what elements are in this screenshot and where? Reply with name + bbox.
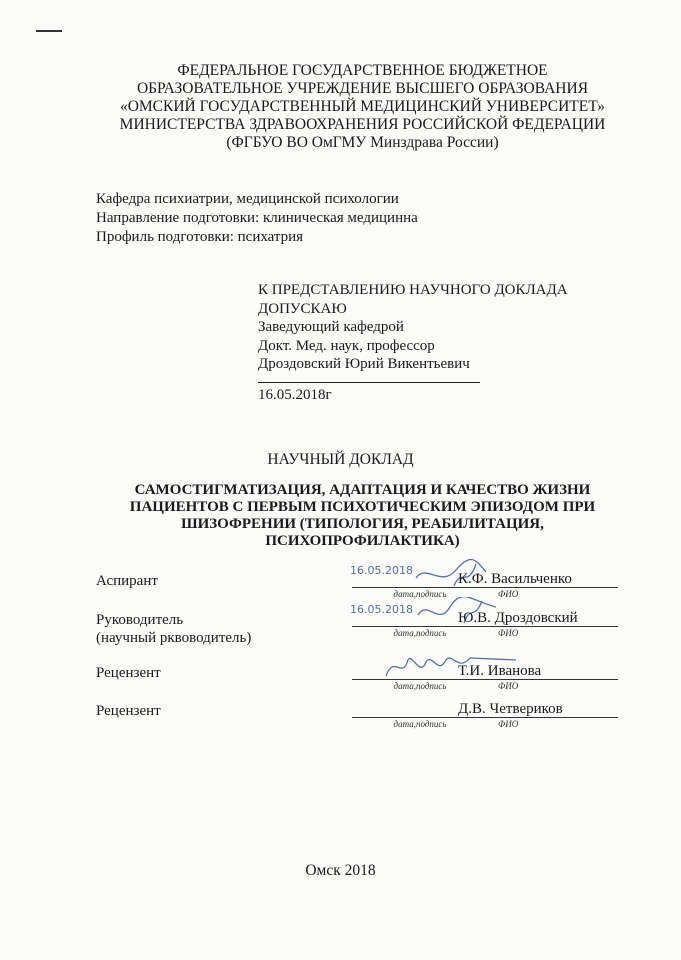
header-line: МИНИСТЕРСТВА ЗДРАВООХРАНЕНИЯ РОССИЙСКОЙ ФЕДЕРАЦИИ bbox=[119, 116, 606, 133]
report-type: НАУЧНЫЙ ДОКЛАД bbox=[267, 451, 414, 468]
report-title-line: САМОСТИГМАТИЗАЦИЯ, АДАПТАЦИЯ И КАЧЕСТВО ЖИЗНИ bbox=[134, 482, 591, 498]
approval-signature-line bbox=[258, 374, 480, 383]
header-line: «ОМСКИЙ ГОСУДАРСТВЕННЫЙ МЕДИЦИНСКИЙ УНИВЕРСИТЕТ» bbox=[119, 98, 606, 115]
date-signature-field: дата,подпись bbox=[352, 717, 472, 729]
role-label: Рецензент bbox=[96, 665, 161, 681]
scan-mark bbox=[36, 30, 62, 32]
report-title bbox=[90, 482, 635, 550]
handwritten-date: 16.05.2018 bbox=[350, 603, 413, 616]
signer-name: Д.В. Четвериков bbox=[458, 702, 618, 718]
approval-line: Дроздовский Юрий Викентьевич bbox=[258, 356, 470, 372]
signer-name: Ю.В. Дроздовский bbox=[458, 611, 618, 627]
department-block bbox=[96, 190, 418, 247]
kafedra-line: Кафедра психиатрии, медицинской психологии bbox=[96, 191, 399, 207]
role-label: Аспирант bbox=[96, 573, 158, 589]
header-line: (ФГБУО ВО ОмГМУ Минздрава России) bbox=[226, 134, 499, 151]
fio-caption: ФИО bbox=[498, 719, 519, 729]
profile-line: Профиль подготовки: психатрия bbox=[96, 229, 304, 245]
header-line: ФЕДЕРАЛЬНОЕ ГОСУДАРСТВЕННОЕ БЮДЖЕТНОЕ bbox=[177, 62, 548, 79]
report-title-line: ШИЗОФРЕНИИ (ТИПОЛОГИЯ, РЕАБИЛИТАЦИЯ, bbox=[181, 516, 544, 532]
signature-row-reviewer-2 bbox=[96, 702, 636, 742]
approval-line: Заведующий кафедрой bbox=[258, 319, 404, 335]
date-signature-field: дата,подпись bbox=[352, 587, 472, 599]
direction-line: Направление подготовки: клиническая медицинна bbox=[96, 210, 418, 226]
fio-caption: ФИО bbox=[498, 628, 519, 638]
signer-name: К.Ф. Васильченко bbox=[458, 572, 618, 588]
report-title-line: ПСИХОПРОФИЛАКТИКА) bbox=[265, 533, 460, 549]
approval-line: ДОПУСКАЮ bbox=[258, 300, 347, 317]
approval-line: К ПРЕДСТАВЛЕНИЮ НАУЧНОГО ДОКЛАДА bbox=[258, 282, 568, 298]
role-label: Рецензент bbox=[96, 703, 161, 719]
approval-block bbox=[258, 281, 568, 404]
role-label: Руководитель (научный рквоводитель) bbox=[96, 612, 252, 646]
header-line: ОБРАЗОВАТЕЛЬНОЕ УЧРЕЖДЕНИЕ ВЫСШЕГО ОБРАЗОВАНИЯ bbox=[136, 80, 589, 97]
fio-caption: ФИО bbox=[498, 681, 519, 691]
signer-name: Т.И. Иванова bbox=[458, 664, 618, 680]
fio-caption: ФИО bbox=[498, 589, 519, 599]
city-year: Омск 2018 bbox=[305, 862, 376, 879]
signature-row-reviewer-1 bbox=[96, 664, 636, 704]
report-title-line: ПАЦИЕНТОВ С ПЕРВЫМ ПСИХОТИЧЕСКИМ ЭПИЗОДОМ ПРИ bbox=[129, 499, 596, 515]
approval-line: Докт. Мед. наук, профессор bbox=[258, 337, 435, 354]
institution-header bbox=[90, 62, 635, 152]
handwritten-date: 16.05.2018 bbox=[350, 564, 413, 577]
approval-date: 16.05.2018г bbox=[258, 386, 332, 403]
signature-row-supervisor bbox=[96, 603, 636, 651]
date-signature-field: дата,подпись bbox=[352, 679, 472, 691]
date-signature-field: дата,подпись bbox=[352, 626, 472, 638]
